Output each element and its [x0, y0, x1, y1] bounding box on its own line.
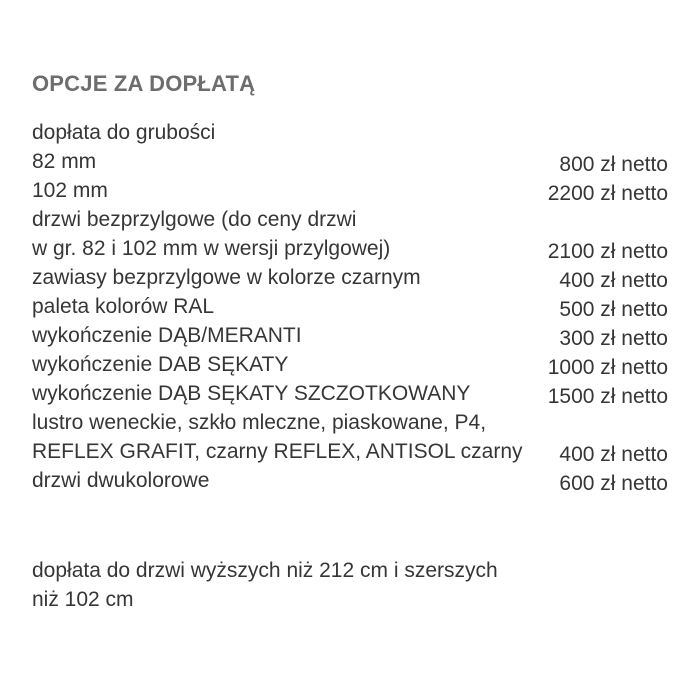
price-row	[32, 466, 668, 495]
item-label	[32, 321, 302, 350]
item-label-line: 102 mm	[32, 179, 108, 202]
item-price: 500 zł netto	[559, 298, 668, 321]
item-label-line: drzwi bezprzylgowe (do ceny drzwi	[32, 208, 357, 231]
price-row	[32, 408, 668, 466]
item-price: 1500 zł netto	[547, 385, 668, 408]
price-row	[32, 292, 668, 321]
item-label-line: 82 mm	[32, 150, 97, 173]
item-label	[32, 292, 214, 321]
item-price: 2100 zł netto	[547, 240, 668, 263]
price-row	[32, 118, 668, 147]
item-label-line: REFLEX GRAFIT, czarny REFLEX, ANTISOL czarny	[32, 440, 523, 463]
item-label	[32, 263, 421, 292]
item-label	[32, 118, 215, 147]
item-price: 400 zł netto	[559, 443, 668, 466]
item-price: 2200 zł netto	[547, 182, 668, 205]
item-label	[32, 466, 209, 495]
item-price: 800 zł netto	[559, 153, 668, 176]
item-label-line: wykończenie DAB SĘKATY	[32, 353, 289, 376]
item-label	[32, 205, 390, 263]
price-row	[32, 205, 668, 263]
footnote-line: dopłata do drzwi wyższych niż 212 cm i szerszych	[32, 559, 498, 582]
item-price: 1000 zł netto	[547, 356, 668, 379]
item-label-line: drzwi dwukolorowe	[32, 469, 210, 492]
price-row	[32, 379, 668, 408]
footnote	[32, 556, 668, 614]
footnote-line: niż 102 cm	[32, 588, 134, 611]
item-label	[32, 176, 108, 205]
item-label-line: paleta kolorów RAL	[32, 295, 215, 318]
item-label-line: wykończenie DĄB/MERANTI	[32, 324, 302, 347]
price-row	[32, 350, 668, 379]
item-label	[32, 408, 523, 466]
item-label-line: zawiasy bezprzylgowe w kolorze czarnym	[32, 266, 421, 289]
item-label	[32, 379, 470, 408]
item-label	[32, 350, 288, 379]
price-row	[32, 263, 668, 292]
item-price: 300 zł netto	[559, 327, 668, 350]
item-label	[32, 147, 96, 176]
item-label-line: dopłata do grubości	[32, 121, 216, 144]
price-row	[32, 147, 668, 176]
item-price: 600 zł netto	[559, 472, 668, 495]
item-label-line: w gr. 82 i 102 mm w wersji przylgowej)	[32, 237, 391, 260]
price-list	[32, 118, 668, 495]
item-label-line: lustro weneckie, szkło mleczne, piaskowane, P4,	[32, 411, 487, 434]
price-row	[32, 176, 668, 205]
price-row	[32, 321, 668, 350]
page-title: OPCJE ZA DOPŁATĄ	[32, 71, 256, 96]
item-price: 400 zł netto	[559, 269, 668, 292]
item-label-line: wykończenie DĄB SĘKATY SZCZOTKOWANY	[32, 382, 471, 405]
